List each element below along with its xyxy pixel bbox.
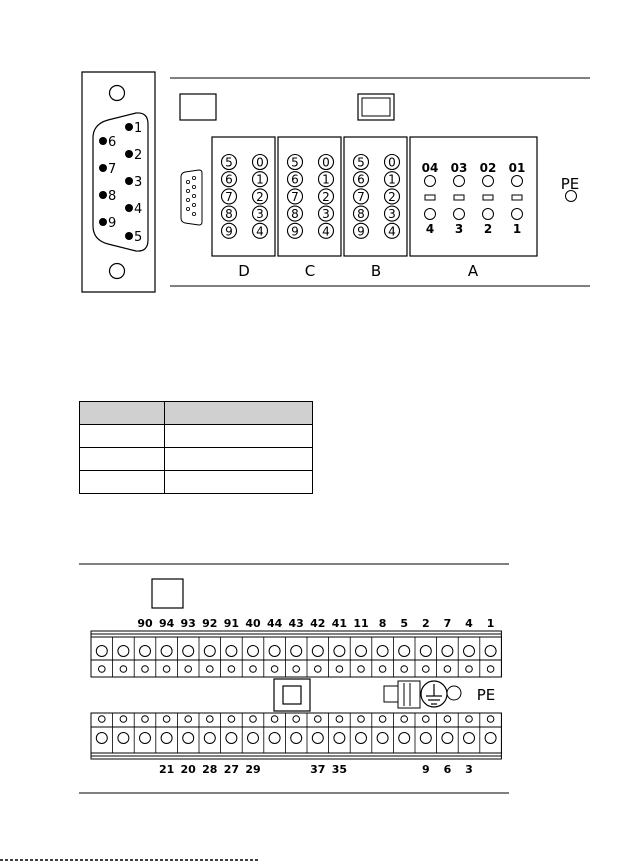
terminal-hole [401, 716, 408, 723]
digit-label: 6 [357, 172, 365, 187]
terminal-screw [140, 646, 151, 657]
terminal-hole [487, 666, 494, 673]
block-a-frame [410, 137, 537, 256]
terminal-screw [183, 733, 194, 744]
block-label: C [304, 262, 316, 280]
figure-1 [82, 72, 590, 292]
terminal-screw [118, 733, 129, 744]
terminal-number: 4 [465, 617, 473, 630]
digit-label: 2 [388, 189, 396, 204]
indicator-slot [483, 195, 493, 200]
terminal-screw [118, 646, 129, 657]
terminal-hole [293, 716, 300, 723]
terminal-hole [228, 666, 235, 673]
terminal-screw [161, 733, 172, 744]
pin-dot [99, 218, 107, 226]
terminal-screw [248, 646, 259, 657]
terminal-screw [226, 646, 237, 657]
block-label: D [238, 262, 250, 280]
digit-label: 7 [291, 189, 299, 204]
indicator-slot [425, 195, 435, 200]
pin-label: 8 [108, 189, 117, 204]
terminal-hole [250, 716, 257, 723]
indicator-circle [454, 209, 465, 220]
digit-label: 8 [357, 207, 365, 222]
indicator-slot [512, 195, 522, 200]
terminal-number: 94 [158, 617, 175, 630]
terminal-hole [379, 666, 386, 673]
terminal-hole [271, 666, 278, 673]
digit-label: 2 [322, 189, 330, 204]
terminal-hole [250, 666, 257, 673]
terminal-screw [183, 646, 194, 657]
terminal-hole [207, 716, 214, 723]
rotary-block-d [212, 137, 275, 280]
rotary-block-c [278, 137, 341, 280]
terminal-screw [204, 646, 215, 657]
terminal-number: 91 [223, 617, 240, 630]
terminal-screw [464, 733, 475, 744]
center-component [274, 679, 310, 711]
terminal-screw [140, 733, 151, 744]
terminal-number: 5 [400, 617, 409, 630]
digit-label: 9 [357, 224, 365, 239]
terminal-hole [336, 716, 343, 723]
indicator-circle [483, 209, 494, 220]
terminal-hole [336, 666, 343, 673]
digit-label: 6 [225, 172, 233, 187]
terminal-screw [485, 733, 496, 744]
digit-label: 3 [322, 207, 330, 222]
terminal-hole [99, 716, 106, 723]
terminal-hole [120, 716, 127, 723]
terminal-screw [334, 646, 345, 657]
indicator-circle [425, 176, 436, 187]
channel-label: 03 [450, 161, 468, 175]
digit-label: 7 [225, 189, 233, 204]
terminal-hole [466, 716, 473, 723]
terminal-screw [269, 733, 280, 744]
terminal-number: 28 [202, 763, 218, 776]
terminal-screw [96, 733, 107, 744]
terminal-hole [207, 666, 214, 673]
terminal-number: 44 [266, 617, 283, 630]
terminal-hole [315, 666, 322, 673]
indicator-slot [454, 195, 464, 200]
terminal-hole [163, 716, 170, 723]
terminal-hole [185, 716, 192, 723]
digit-label: 8 [225, 207, 233, 222]
terminal-hole [142, 716, 149, 723]
terminal-hole [315, 716, 322, 723]
rotary-block-b [344, 137, 407, 280]
terminal-hole [120, 666, 127, 673]
pe-label-2: PE [476, 686, 496, 704]
pin-dot [125, 204, 133, 212]
pin-label: 7 [108, 162, 117, 177]
terminal-screw [399, 646, 410, 657]
pin-label: 9 [108, 216, 117, 231]
terminal-hole [185, 666, 192, 673]
terminal-screw [312, 733, 323, 744]
terminal-number: 43 [288, 617, 304, 630]
terminal-number: 37 [310, 763, 326, 776]
digit-label: 2 [256, 189, 264, 204]
terminal-hole [271, 716, 278, 723]
table-row [80, 425, 313, 448]
terminal-number: 9 [421, 763, 430, 776]
figure-2 [79, 564, 509, 793]
digit-label: 4 [256, 224, 264, 239]
terminal-hole [466, 666, 473, 673]
channel-number: 4 [425, 222, 435, 236]
terminal-screw [399, 733, 410, 744]
terminal-screw [334, 733, 345, 744]
terminal-screw [269, 646, 280, 657]
pin-dot [99, 164, 107, 172]
terminal-screw [226, 733, 237, 744]
terminal-number: 21 [158, 763, 175, 776]
terminal-hole [358, 666, 365, 673]
terminal-hole [444, 716, 451, 723]
digit-label: 6 [291, 172, 299, 187]
terminal-screw [464, 646, 475, 657]
table-cell [165, 402, 313, 425]
terminal-screw [204, 733, 215, 744]
indicator-circle [512, 209, 523, 220]
terminal-number: 20 [180, 763, 196, 776]
indicator-circle [454, 176, 465, 187]
channel-label: 02 [479, 161, 497, 175]
terminal-hole [358, 716, 365, 723]
terminal-number: 11 [353, 617, 369, 630]
pin-label: 6 [108, 135, 117, 150]
terminal-screw [356, 646, 367, 657]
pin-dot [99, 191, 107, 199]
terminal-hole [99, 666, 106, 673]
terminal-screw [248, 733, 259, 744]
ground-connector-icon [384, 681, 461, 708]
terminal-number: 35 [331, 763, 348, 776]
block-label: A [467, 262, 479, 280]
terminal-screw [485, 646, 496, 657]
terminal-screw [96, 646, 107, 657]
terminal-number: 7 [443, 617, 452, 630]
terminal-number: 2 [421, 617, 430, 630]
channel-number: 1 [512, 222, 522, 236]
table-row [80, 471, 313, 494]
terminal-number: 3 [465, 763, 473, 776]
terminal-hole [142, 666, 149, 673]
terminal-number: 42 [310, 617, 326, 630]
terminal-screw [442, 733, 453, 744]
figure2-switch [152, 579, 183, 608]
terminal-screw [377, 646, 388, 657]
pin-dot [125, 177, 133, 185]
terminal-screw [312, 646, 323, 657]
terminal-hole [228, 716, 235, 723]
mount-hole-top [110, 86, 125, 101]
indicator-circle [425, 209, 436, 220]
terminal-number: 90 [137, 617, 153, 630]
digit-label: 1 [322, 172, 330, 187]
pe-label: PE [560, 175, 580, 193]
digit-label: 0 [256, 155, 264, 170]
channel-label: 04 [421, 161, 439, 175]
pin-label: 3 [134, 175, 143, 190]
pin-dot [99, 137, 107, 145]
mount-hole-bottom [110, 264, 125, 279]
terminal-screw [291, 733, 302, 744]
digit-label: 4 [388, 224, 396, 239]
pin-dot [125, 123, 133, 131]
digit-label: 3 [256, 207, 264, 222]
digit-label: 5 [225, 155, 233, 170]
terminal-hole [293, 666, 300, 673]
digit-label: 9 [225, 224, 233, 239]
pin-label: 1 [134, 121, 143, 136]
terminal-number: 1 [486, 617, 495, 630]
terminal-number: 27 [223, 763, 240, 776]
pin-label: 5 [134, 230, 143, 245]
digit-label: 0 [322, 155, 330, 170]
terminal-screw [356, 733, 367, 744]
terminal-number: 93 [180, 617, 196, 630]
digit-label: 1 [388, 172, 396, 187]
mini-db9-icon [181, 170, 202, 225]
digit-label: 7 [357, 189, 365, 204]
channel-number: 3 [454, 222, 464, 236]
terminal-hole [401, 666, 408, 673]
channel-number: 2 [483, 222, 493, 236]
digit-label: 4 [322, 224, 330, 239]
terminal-screw [377, 733, 388, 744]
terminal-hole [444, 666, 451, 673]
terminal-screw [161, 646, 172, 657]
digit-label: 1 [256, 172, 264, 187]
terminal-screw [420, 646, 431, 657]
terminal-number: 29 [245, 763, 261, 776]
terminal-hole [423, 716, 430, 723]
terminal-hole [163, 666, 170, 673]
terminal-screw [291, 646, 302, 657]
pin-label: 4 [134, 202, 143, 217]
indicator-circle [512, 176, 523, 187]
digit-label: 5 [291, 155, 299, 170]
terminal-hole [423, 666, 430, 673]
terminal-hole [487, 716, 494, 723]
pin-dot [125, 150, 133, 158]
terminal-screw [420, 733, 431, 744]
terminal-number: 41 [331, 617, 348, 630]
terminal-screw [442, 646, 453, 657]
digit-label: 5 [357, 155, 365, 170]
digit-label: 3 [388, 207, 396, 222]
table-header-row [80, 402, 313, 425]
terminal-number: 8 [378, 617, 387, 630]
table-row [80, 448, 313, 471]
spec-table [79, 401, 313, 494]
terminal-number: 6 [443, 763, 452, 776]
digit-label: 0 [388, 155, 396, 170]
panel-switch-left [180, 94, 216, 120]
pin-dot [125, 232, 133, 240]
digit-label: 8 [291, 207, 299, 222]
digit-label: 9 [291, 224, 299, 239]
block-label: B [370, 262, 382, 280]
db9-connector [82, 72, 155, 292]
terminal-hole [379, 716, 386, 723]
table-cell [80, 402, 165, 425]
terminal-number: 40 [245, 617, 261, 630]
pin-label: 2 [134, 148, 143, 163]
terminal-number: 92 [202, 617, 218, 630]
channel-label: 01 [508, 161, 526, 175]
indicator-circle [483, 176, 494, 187]
